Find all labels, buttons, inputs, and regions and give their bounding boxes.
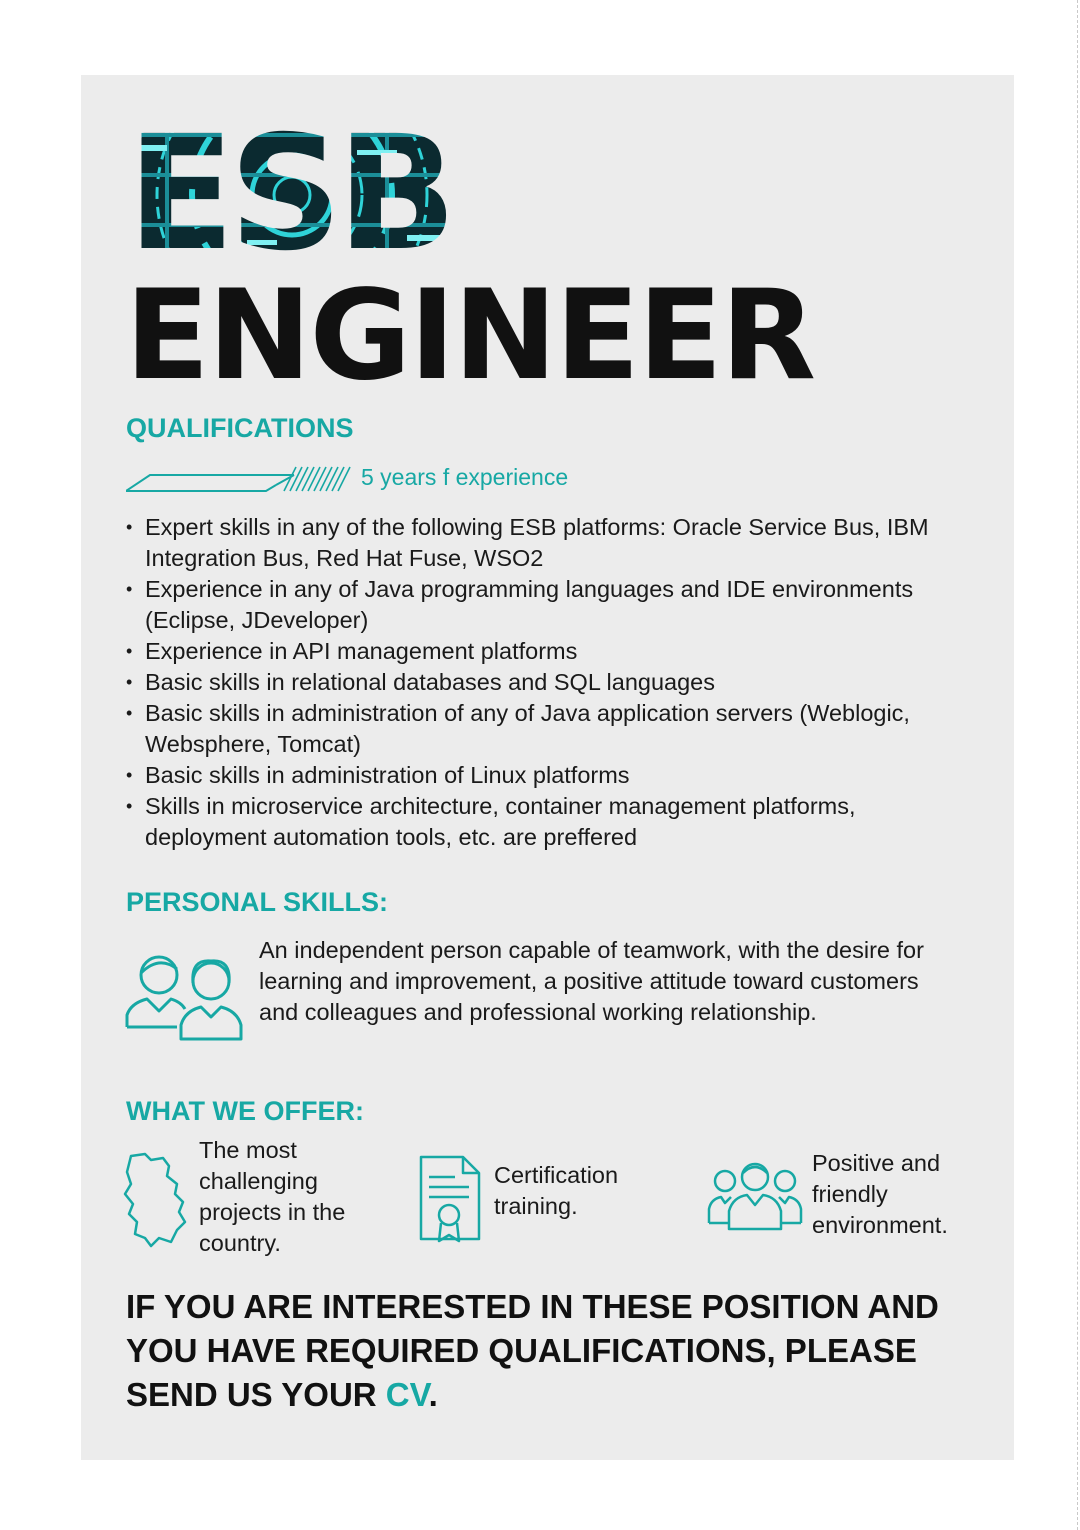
title-esb — [127, 115, 467, 260]
list-item: • Basic skills in relational databases and SQL languages — [126, 667, 946, 698]
page-edge-guide — [1077, 0, 1078, 1530]
experience-text: 5 years f experience — [361, 464, 569, 490]
esb-tech-lettering — [127, 115, 467, 260]
personal-skills-text: An independent person capable of teamwork, with the desire for learning and improvement, a positive attitude toward customers and colleagues and professional working relationship. — [259, 937, 924, 1025]
arrow-line-icon — [126, 461, 356, 497]
offer-text-projects: The most challenging projects in the country. — [199, 1137, 346, 1256]
offer-text-environment: Positive and friendly environment. — [812, 1150, 948, 1238]
list-item: • Skills in microservice architecture, container management platforms, deployment automation tools, etc. are preffered — [126, 791, 946, 853]
map-icon — [121, 1150, 193, 1250]
list-item: • Expert skills in any of the following ESB platforms: Oracle Service Bus, IBM Integration Bus, Red Hat Fuse, WSO2 — [126, 512, 946, 574]
personal-skills-heading: PERSONAL SKILLS: — [126, 887, 389, 917]
cta-cv-highlight: CV — [385, 1376, 429, 1413]
qualifications-list — [126, 512, 946, 853]
title-engineer: ENGINEER — [125, 264, 815, 408]
list-item: • Experience in any of Java programming languages and IDE environments (Eclipse, JDeveloper) — [126, 574, 946, 636]
cta-text: IF YOU ARE INTERESTED IN THESE POSITION AND YOU HAVE REQUIRED QUALIFICATIONS, PLEASE SEND US YOUR — [126, 1288, 939, 1413]
cta-period: . — [428, 1376, 438, 1413]
offer-heading: WHAT WE OFFER: — [126, 1096, 364, 1126]
people-icon — [125, 947, 245, 1047]
call-to-action — [126, 1285, 986, 1417]
list-item: • Basic skills in administration of any of Java application servers (Weblogic, Websphere, Tomcat) — [126, 698, 946, 760]
job-poster-card — [81, 75, 1014, 1460]
team-icon — [707, 1157, 803, 1231]
list-item: • Experience in API management platforms — [126, 636, 946, 667]
offer-text-certification: Certification training. — [494, 1162, 619, 1219]
qualifications-heading: QUALIFICATIONS — [126, 413, 354, 443]
experience-row — [126, 461, 726, 497]
list-item: • Basic skills in administration of Linux platforms — [126, 760, 946, 791]
certificate-icon — [419, 1155, 485, 1245]
